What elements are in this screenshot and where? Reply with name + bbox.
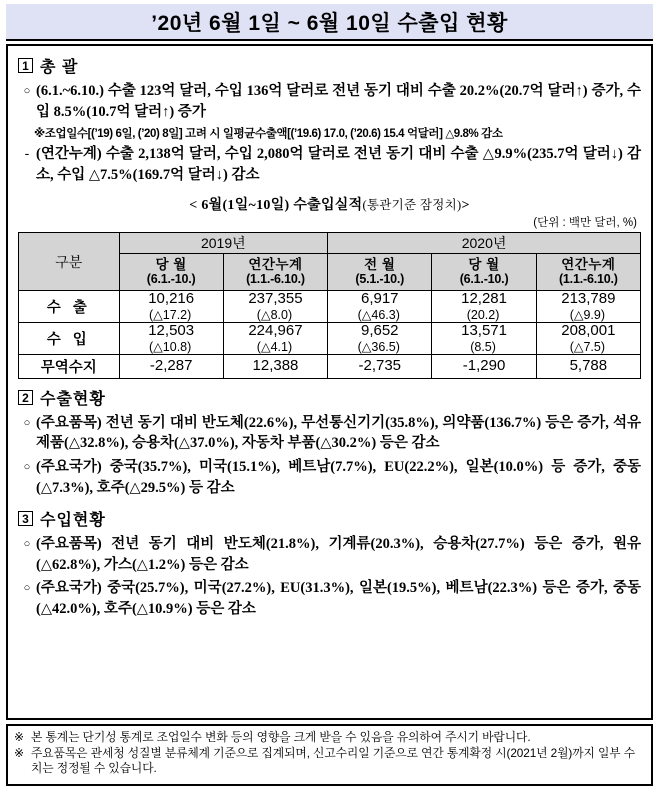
bullet-item [18, 457, 641, 498]
header-col-1 [223, 254, 327, 291]
cell-value: 9,652 [360, 322, 399, 340]
cell-import-4 [536, 323, 640, 355]
section-heading-1 [18, 54, 641, 77]
cell-import-0 [119, 323, 223, 355]
table-row [19, 354, 641, 378]
row-label-export: 수 출 [19, 291, 120, 323]
cell-value: 208,001 [561, 322, 616, 340]
bullet-marker: ○ [23, 582, 31, 595]
cell-import-2 [328, 323, 432, 355]
section-number-3: 3 [18, 511, 33, 526]
bullet-text: (주요품목) 전년 동기 대비 반도체(22.6%), 무선통신기기(35.8%), 의약품(136.7%) 등은 증가, 석유제품(△32.8%), 승용차(△37.0%), 자동차 부품(△30.2%) 등은 감소 [36, 414, 641, 452]
document-body [6, 44, 653, 720]
footnote-item [14, 730, 643, 746]
table-header [19, 233, 641, 291]
row-label-balance: 무역수지 [19, 354, 120, 378]
header-col-0-period: (6.1.-10.) [146, 271, 196, 286]
header-col-1-period: (1.1.-6.10.) [246, 271, 305, 286]
cell-pct: (△7.5) [569, 339, 606, 354]
bullet-item [18, 534, 641, 575]
footnote-marker: ※ [14, 745, 24, 760]
footnote-text: 주요품목은 관세청 성질별 분류체계 기준으로 집계되며, 신고수리일 기준으로 연간 통계확정 시(2021년 2월)까지 일부 수치는 정정될 수 있습니다. [31, 745, 636, 776]
cell-value: 237,355 [248, 290, 303, 308]
page-title: ’20년 6월 1일 ~ 6월 10일 수출입 현황 [151, 11, 508, 35]
footnote-text: 본 통계는 단기성 통계로 조업일수 변화 등의 영향을 크게 받을 수 있음을 유의하여 주시기 바랍니다. [31, 730, 531, 744]
header-col-4 [536, 254, 640, 291]
header-col-3 [432, 254, 536, 291]
bullet-marker: ○ [23, 85, 31, 97]
header-col-2-period: (5.1.-10.) [355, 271, 405, 286]
section-heading-3 [18, 507, 641, 530]
table-header-row-year [19, 233, 641, 254]
cell-export-1 [223, 291, 327, 323]
cell-pct: (8.5) [470, 339, 496, 354]
bullet-marker: ○ [23, 461, 31, 474]
table-row [19, 323, 641, 355]
cell-pct: (20.2) [466, 308, 500, 323]
bullet-item [18, 578, 641, 619]
cell-balance-0: -2,287 [119, 354, 223, 378]
bullet-text: (연간누계) 수출 2,138억 달러, 수입 2,080억 달러로 전년 동기 대비 수출 △9.9%(235.7억 달러↓) 감소, 수입 △7.5%(169.7억 달러↓) 감소 [36, 146, 641, 183]
cell-balance-4: 5,788 [536, 354, 640, 378]
cell-pct: (△9.9) [569, 308, 606, 323]
row-label-import: 수 입 [19, 323, 120, 355]
section-number-2: 2 [18, 390, 33, 405]
table-row [19, 291, 641, 323]
document-title-banner [6, 4, 653, 41]
cell-pct: (△4.1) [256, 339, 293, 354]
cell-value: 10,216 [148, 290, 195, 308]
header-year-2020: 2020년 [328, 233, 641, 254]
cell-pct: (△36.5) [357, 339, 400, 354]
header-col-0-label: 당 월 [155, 257, 187, 273]
header-col-4-label: 연간누계 [561, 257, 616, 273]
cell-pct: (△46.3) [357, 308, 400, 323]
cell-import-3 [432, 323, 536, 355]
section-1-note: ※조업일수[(’19) 6일, (’20) 8일] 고려 시 일평균수출액[(’19.6) 17.0, (’20.6) 15.4 억달러] △9.8% 감소 [34, 128, 503, 141]
section-title-1: 총 괄 [40, 59, 79, 76]
section-title-2: 수출현황 [40, 390, 106, 408]
table-caption-close: > [461, 198, 470, 214]
cell-pct: (△8.0) [256, 308, 293, 323]
bullet-item [18, 144, 641, 185]
cell-value: 224,967 [248, 322, 303, 340]
cell-export-0 [119, 291, 223, 323]
trade-statistics-table [18, 232, 641, 379]
cell-balance-3: -1,290 [432, 354, 536, 378]
document-page [0, 4, 659, 797]
table-body [19, 291, 641, 379]
header-col-2-label: 전 월 [364, 257, 396, 273]
footnote-item [14, 746, 643, 777]
cell-value: 13,571 [461, 322, 507, 340]
cell-value: 12,503 [148, 322, 195, 340]
bullet-text: (주요국가) 중국(35.7%), 미국(15.1%), 베트남(7.7%), EU(22.2%), 일본(10.0%) 등 증가, 중동(△7.3%), 호주(△29.5%) 등 감소 [36, 459, 641, 496]
header-gubun: 구분 [19, 233, 120, 291]
bullet-item [18, 81, 641, 122]
bullet-text: (주요품목) 전년 동기 대비 반도체(21.8%), 기계류(20.3%), 승용차(27.7%) 등은 증가, 원유(△62.8%), 가스(△1.2%) 등은 감소 [36, 536, 641, 573]
bullet-marker: ○ [23, 538, 31, 551]
table-caption-main: < 6월(1일~10일) 수출입실적 [189, 198, 363, 214]
cell-export-2 [328, 291, 432, 323]
section-heading-2 [18, 386, 641, 409]
bullet-text: (6.1.~6.10.) 수출 123억 달러, 수입 136억 달러로 전년 동기 대비 수출 20.2%(20.7억 달러↑) 증가, 수입 8.5%(10.7억 달러↑) 증가 [36, 83, 641, 120]
cell-export-4 [536, 291, 640, 323]
cell-value: 6,917 [360, 290, 399, 308]
cell-value: 213,789 [561, 290, 616, 308]
bullet-item [18, 413, 641, 454]
bullet-marker: - [24, 145, 30, 162]
table-caption-light: (통관기준 잠정치) [362, 198, 462, 213]
cell-pct: (△17.2) [149, 308, 192, 323]
table-unit-label: (단위 : 백만 달러, %) [533, 217, 637, 230]
section-title-3: 수입현황 [40, 512, 106, 530]
cell-pct: (△10.8) [149, 339, 192, 354]
cell-export-3 [432, 291, 536, 323]
header-col-2 [328, 254, 432, 291]
bullet-text: (주요국가) 중국(25.7%), 미국(27.2%), EU(31.3%), 일본(19.5%), 베트남(22.3%) 등은 증가, 중동(△42.0%), 호주(△10.9%) 등은 감소 [36, 580, 641, 617]
cell-import-1 [223, 323, 327, 355]
footnote-marker: ※ [14, 730, 24, 744]
header-col-3-period: (6.1.-10.) [459, 271, 509, 286]
section-number-1: 1 [18, 58, 33, 73]
cell-value: 12,281 [461, 290, 507, 308]
header-col-1-label: 연간누계 [248, 257, 303, 273]
cell-balance-1: 12,388 [223, 354, 327, 378]
header-col-3-label: 당 월 [468, 257, 500, 273]
header-year-2019: 2019년 [119, 233, 328, 254]
bullet-marker: ○ [23, 416, 31, 429]
footnote-box [6, 724, 653, 786]
header-col-4-period: (1.1.-6.10.) [558, 271, 618, 286]
cell-balance-2: -2,735 [328, 354, 432, 378]
table-caption [18, 194, 641, 214]
header-col-0 [119, 254, 223, 291]
